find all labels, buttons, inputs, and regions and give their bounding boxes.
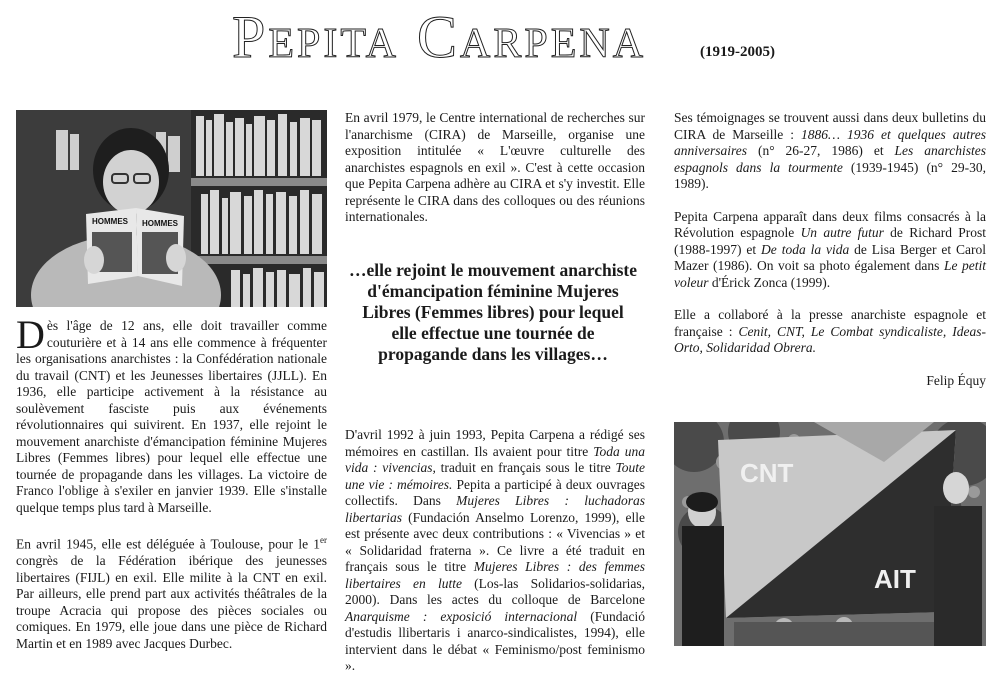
text-run: Pepita a participé à deux ouvrages collectifs. Dans [345,476,645,508]
text-run: de Lisa Berger et Carol Mazer (1986). On voit sa photo également dans [674,241,986,273]
paragraph-biography-early [16,312,327,516]
book-title: Toda una vida : vivencias, [345,443,645,475]
paragraph-films [674,209,986,292]
column-2-text-top [345,110,645,226]
photo-cnt-ait-banner-image [674,422,986,646]
text-run: d'Érick Zonca (1999). [708,274,831,290]
paragraph-press [674,307,986,357]
book-title: Mujeres Libres : luchadoras libertarias [345,493,645,525]
text-run: (Los-las Solidarios-solidarias, 2000). Dans les actes du colloque de Barcelone [345,575,645,607]
author-signature: Felip Équy [926,372,986,388]
photo-cnt-ait-banner [674,422,986,646]
text-run: de Richard Prost (1988-1997) et [674,225,986,257]
book-title: Mujeres Libres : des femmes libertaires en lutte [345,559,645,591]
superscript: er [320,535,327,545]
book-cover-text-left: HOMMES [92,217,128,226]
pull-quote: …elle rejoint le mouvement anarchiste d'émancipation féminine Mujeres Libres (Femmes libres) pour lequel elle effectue une tournée de propagande dans les villages… [348,260,638,364]
film-title: Un autre futur [800,225,884,240]
page-title: Pepita Carpena [232,4,647,70]
text-run: Ses témoignages se trouvent aussi dans deux bulletins du CIRA de Marseille : [674,110,986,142]
text-run: (Fundació d'estudis llibertaris i anarco-sindicalistes, 1994), elle intervient dans le débat « Feminismo/post feminismo ». [345,608,645,673]
life-dates: (1919-2005) [700,44,775,60]
text-run: Elle a collaboré à la presse anarchiste espagnole et française : [674,307,986,339]
text-run: Pepita Carpena apparaît dans deux films consacrés à la Révolution espagnole [674,208,986,240]
text-run: D'avril 1992 à juin 1993, Pepita Carpena a rédigé ses mémoires en castillan. Ils avaient pour titre [345,427,645,459]
photo-woman-reading-image [16,110,327,307]
paragraph-text: En avril 1945, elle est déléguée à Toulouse, pour le 1 [16,536,320,552]
text-run: (Fundación Anselmo Lorenzo, 1999), elle est présente avec deux contributions : « Vivencias » et « Solidaridad fraterna ». Ce livre a été traduit en français sous le titre [345,509,645,574]
paragraph-text: ès l'âge de 12 ans, elle doit travailler comme couturière et à 14 ans elle commence à fréquenter les organisations anarchistes : la Confédération nationale du travail (CNT) et les Jeunesses libertaires (JJLL). En 1936, elle participe activement à la résistance au soulèvement fasciste puis aux événements révolutionnaires qui suivirent. En 1937, elle rejoint le mouvement anarchiste d'émancipation féminine Mujeres Libres (Femmes libres) pour lequel elle effectue une tournée de propagande dans les villages. La victoire de Franco l'oblige à s'exiler en janvier 1939. Elle s'installe quelque temps plus tard à Marseille. [16,318,327,515]
text-run: traduit en français sous le titre [435,460,616,475]
film-title: De toda la vida [761,241,850,257]
paragraph-testimonies [674,110,986,193]
book-title: Anarquisme : exposició internacional [345,608,578,624]
text-run: (1939-1945) (n° 29-30, 1989). [674,159,986,191]
film-title: Le petit voleur [674,258,986,290]
drop-cap: D [16,312,45,357]
flag-text-ait: AIT [874,564,916,594]
press-titles: Cenit, CNT, Le Combat syndicaliste, Ideas-Orto, Solidaridad Obrera. [674,323,986,355]
bulletin-title: Les anarchistes espagnols dans la tourmente [674,143,987,175]
photo-woman-reading [16,110,327,307]
paragraph-cira: En avril 1979, le Centre international de recherches sur l'anarchisme (CIRA) de Marseille, organise une exposition intitulée « L'œuvre culturelle des anarchistes espagnols en exil ». C'est à cette occasion que Pepita Carpena adhère au CIRA et s'y investit. Elle représente le CIRA dans des colloques ou des réunions internationales. [345,110,645,224]
paragraph-memoirs [345,427,645,675]
paragraph-text: congrès de la Fédération ibérique des jeunesses libertaires (FIJL) en exil. Elle milite à la CNT en exil. Par ailleurs, elle prend part aux activités théâtrales de la troupe Acracia qui propose des pièces sociales ou comiques. En 1979, elle joue dans une pièce de Richard Martin et en 1989 avec Jacques Durbec. [16,553,327,651]
book-title: Toute une vie : mémoires. [345,460,645,492]
text-run: (n° 26-27, 1986) et [747,143,895,158]
book-cover-text-right: HOMMES [142,219,178,228]
column-3-text [674,110,986,389]
paragraph-biography-exile [16,532,327,652]
column-2-text-bottom [345,427,645,675]
flag-text-cnt: CNT [740,458,794,488]
bulletin-title: 1886… 1936 et quelques autres anniversaires [674,126,986,158]
column-1-text [16,312,327,652]
